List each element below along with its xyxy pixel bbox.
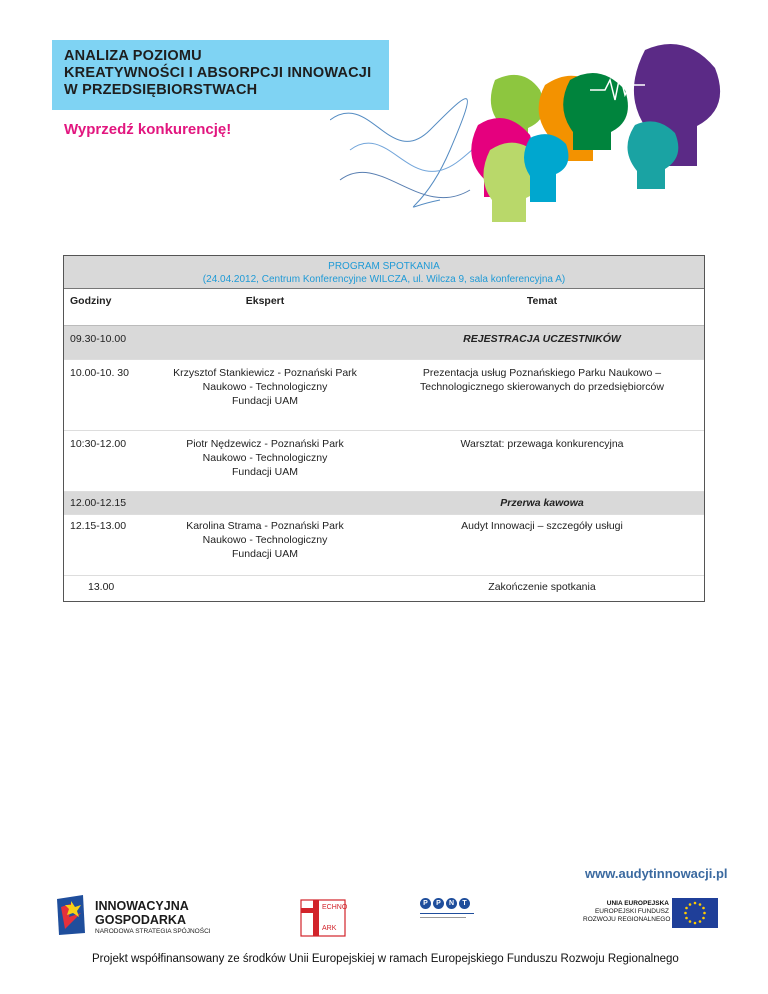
- table-row: [64, 431, 704, 492]
- title-line-3: W PRZEDSIĘBIORSTWACH: [64, 82, 258, 98]
- table-row: [64, 360, 704, 431]
- expert-line: Naukowo - Technologiczny: [202, 381, 328, 393]
- ppnt-circle: N: [446, 898, 457, 909]
- title-line-1: ANALIZA POZIOMU: [64, 48, 202, 64]
- row-topic: Warsztat: przewaga konkurencyjna: [460, 438, 624, 450]
- table-row: [64, 515, 704, 576]
- ig-line-1: INNOWACYJNA: [95, 899, 189, 913]
- website-link[interactable]: www.audytinnowacji.pl: [585, 866, 728, 881]
- topic-line: Technologicznego skierowanych do przedsiębiorców: [420, 381, 664, 393]
- col-header-godziny: Godziny: [70, 295, 112, 307]
- row-topic: Przerwa kawowa: [500, 497, 584, 509]
- expert-line: Karolina Strama - Poznański Park: [186, 520, 344, 532]
- row-topic: [384, 366, 700, 394]
- eu-line-3: ROZWOJU REGIONALNEGO: [583, 916, 671, 923]
- eu-line-1: UNIA EUROPEJSKA: [606, 900, 669, 907]
- row-time: 10.00-10. 30: [70, 367, 129, 379]
- ppnt-circle: P: [433, 898, 444, 909]
- expert-line: Fundacji UAM: [232, 548, 298, 560]
- title-line-2: KREATYWNOŚCI I ABSORPCJI INNOWACJI: [64, 65, 372, 81]
- technopark-emblem-icon: [295, 898, 351, 940]
- techno-text: ECHNO: [322, 904, 348, 911]
- ppnt-rule-2: [420, 917, 466, 918]
- column-headers: [64, 289, 704, 326]
- ig-line-2: GOSPODARKA: [95, 913, 186, 927]
- expert-line: Naukowo - Technologiczny: [202, 452, 328, 464]
- park-text: ARK: [322, 925, 337, 932]
- col-header-temat: Temat: [526, 295, 558, 307]
- ig-line-3: NARODOWA STRATEGIA SPÓJNOŚCI: [95, 928, 211, 935]
- row-time: 12.00-12.15: [70, 497, 127, 509]
- expert-line: Naukowo - Technologiczny: [202, 534, 328, 546]
- program-subtitle: (24.04.2012, Centrum Konferencyjne WILCZA, ul. Wilcza 9, sala konferencyjna A): [202, 274, 566, 285]
- row-topic: REJESTRACJA UCZESTNIKÓW: [463, 333, 621, 345]
- row-time: 13.00: [88, 581, 115, 593]
- ppnt-circle: T: [459, 898, 470, 909]
- program-header: [64, 256, 704, 289]
- row-expert: [154, 519, 376, 561]
- slogan: Wyprzedź konkurencję!: [64, 121, 232, 138]
- expert-line: Fundacji UAM: [232, 466, 298, 478]
- funding-note: Projekt współfinansowany ze środków Unii Europejskiej w ramach Europejskiego Funduszu Rozwoju Regionalnego: [92, 953, 679, 965]
- program-table: [63, 255, 705, 602]
- col-header-ekspert: Ekspert: [245, 295, 285, 307]
- table-row: [64, 326, 704, 360]
- row-expert: [154, 437, 376, 479]
- row-time: 09.30-10.00: [70, 333, 127, 345]
- ppnt-rule: [420, 913, 474, 914]
- ig-emblem-icon: [55, 893, 89, 937]
- row-topic: Zakończenie spotkania: [488, 581, 596, 593]
- expert-line: Krzysztof Stankiewicz - Poznański Park: [173, 367, 357, 379]
- heads-illustration: [330, 30, 730, 240]
- row-time: 12.15-13.00: [70, 520, 127, 532]
- expert-line: Piotr Nędzewicz - Poznański Park: [186, 438, 344, 450]
- table-row: [64, 576, 704, 601]
- eu-flag-icon: [672, 898, 718, 928]
- page-title: [64, 48, 371, 99]
- table-row: [64, 492, 704, 515]
- ppnt-circle: P: [420, 898, 431, 909]
- technopark-logo: [295, 898, 351, 945]
- row-topic: Audyt Innowacji – szczegóły usługi: [461, 520, 623, 532]
- row-time: 10:30-12.00: [70, 438, 127, 450]
- program-title: PROGRAM SPOTKANIA: [328, 261, 440, 272]
- expert-line: Fundacji UAM: [232, 395, 298, 407]
- ppnt-circles: [420, 898, 474, 909]
- row-expert: [154, 366, 376, 408]
- eu-line-2: EUROPEJSKI FUNDUSZ: [594, 908, 669, 915]
- topic-line: Prezentacja usług Poznańskiego Parku Naukowo –: [422, 367, 662, 379]
- ppnt-logo: [420, 898, 474, 918]
